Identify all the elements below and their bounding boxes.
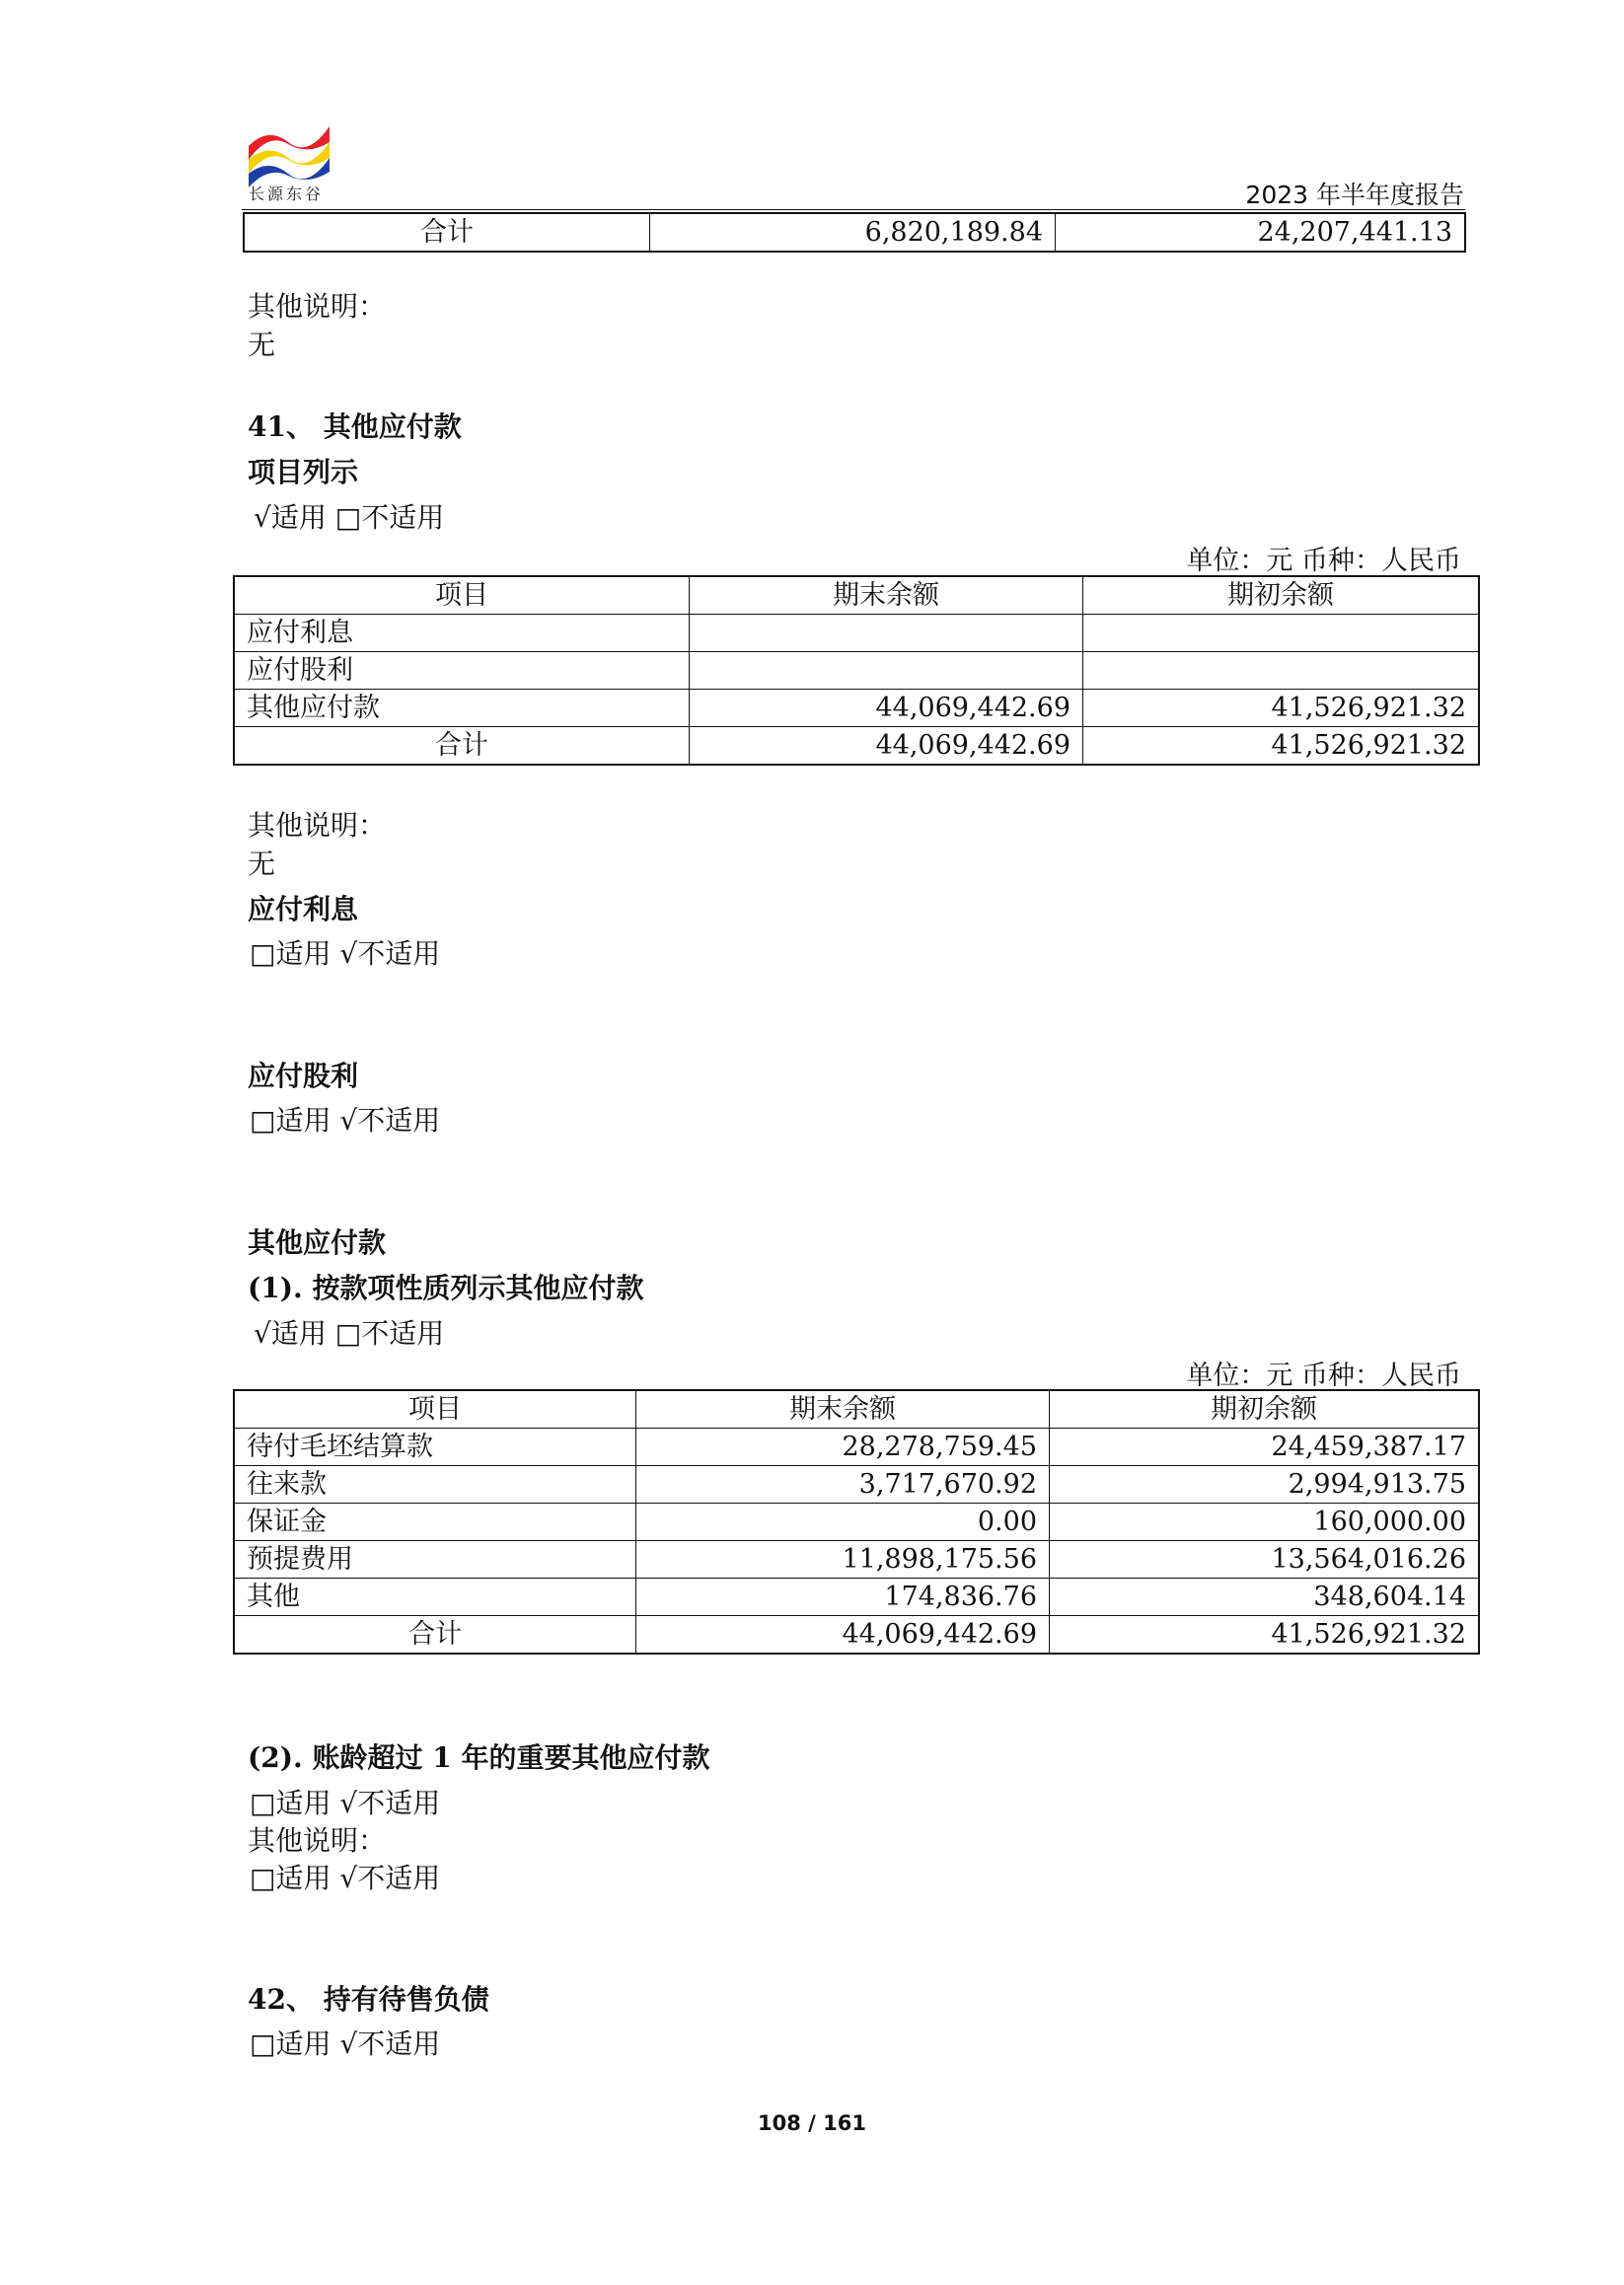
other-payables-sub2-note-label: 其他说明：	[248, 1824, 387, 1857]
row-end: 0.00	[636, 1504, 1050, 1541]
section-41-table	[233, 575, 1480, 766]
total-end: 44,069,442.69	[636, 1616, 1050, 1655]
table-row	[234, 1466, 1479, 1504]
row-item: 应付股利	[234, 652, 690, 690]
row-item: 预提费用	[234, 1541, 636, 1579]
other-payables-sub2-applicability: □适用 √不适用	[250, 1787, 441, 1819]
dividend-title: 应付股利	[248, 1060, 359, 1092]
table-header-row	[234, 576, 1479, 615]
row-item: 保证金	[234, 1504, 636, 1541]
table-row	[234, 1504, 1479, 1541]
dividend-applicability: □适用 √不适用	[250, 1104, 441, 1137]
table-row	[234, 690, 1479, 727]
other-note-value: 无	[248, 848, 276, 880]
row-item: 待付毛坯结算款	[234, 1429, 636, 1466]
row-item: 其他	[234, 1579, 636, 1616]
logo-text: 长源东谷	[249, 184, 325, 203]
header-begin: 期初余额	[1050, 1390, 1480, 1429]
header-item: 项目	[234, 1390, 636, 1429]
row-end: 28,278,759.45	[636, 1429, 1050, 1466]
header-begin: 期初余额	[1083, 576, 1480, 615]
row-begin	[1083, 615, 1480, 652]
section-42-applicability: □适用 √不适用	[250, 2027, 441, 2060]
row-begin: 160,000.00	[1050, 1504, 1480, 1541]
total-end: 6,820,189.84	[650, 213, 1056, 252]
total-end: 44,069,442.69	[690, 727, 1083, 766]
header-end: 期末余额	[690, 576, 1083, 615]
row-end: 3,717,670.92	[636, 1466, 1050, 1504]
interest-title: 应付利息	[248, 893, 359, 925]
table-row	[234, 1541, 1479, 1579]
row-end	[690, 615, 1083, 652]
section-41-title: 41、 其他应付款	[248, 410, 462, 443]
interest-applicability: □适用 √不适用	[250, 937, 441, 970]
section-41-applicability: √适用 □不适用	[254, 501, 445, 534]
other-payables-unit: 单位：元 币种：人民币	[1186, 1361, 1461, 1391]
other-payables-table	[233, 1389, 1480, 1655]
row-begin: 24,459,387.17	[1050, 1429, 1480, 1466]
row-begin: 2,994,913.75	[1050, 1466, 1480, 1504]
total-item: 合计	[234, 727, 690, 766]
table-row	[234, 652, 1479, 690]
row-end	[690, 652, 1083, 690]
total-item: 合计	[234, 1616, 636, 1655]
report-title: 2023 年半年度报告	[1245, 181, 1464, 209]
page-number: 108 / 161	[758, 2111, 866, 2135]
table-total-row	[234, 727, 1479, 766]
other-payables-sub2: (2). 账龄超过 1 年的重要其他应付款	[248, 1741, 710, 1774]
other-note-label: 其他说明：	[248, 809, 387, 842]
row-end: 44,069,442.69	[690, 690, 1083, 727]
row-begin: 348,604.14	[1050, 1579, 1480, 1616]
row-begin	[1083, 652, 1480, 690]
other-payables-sub2-note-applicability: □适用 √不适用	[250, 1862, 441, 1894]
total-label: 合计	[244, 213, 650, 252]
row-begin: 41,526,921.32	[1083, 690, 1480, 727]
other-payables-title: 其他应付款	[248, 1226, 387, 1259]
section-41-unit: 单位：元 币种：人民币	[1186, 546, 1461, 576]
section-41-subtitle: 项目列示	[248, 456, 359, 488]
table-row	[234, 615, 1479, 652]
continued-table	[243, 212, 1466, 253]
row-end: 174,836.76	[636, 1579, 1050, 1616]
table-row	[244, 213, 1465, 252]
other-note-label: 其他说明：	[248, 290, 387, 323]
header-rule	[242, 209, 1465, 210]
total-begin: 41,526,921.32	[1083, 727, 1480, 766]
row-begin: 13,564,016.26	[1050, 1541, 1480, 1579]
table-row	[234, 1429, 1479, 1466]
row-item: 其他应付款	[234, 690, 690, 727]
other-payables-applicability: √适用 □不适用	[254, 1317, 445, 1350]
row-item: 往来款	[234, 1466, 636, 1504]
table-header-row	[234, 1390, 1479, 1429]
table-total-row	[234, 1616, 1479, 1655]
header-item: 项目	[234, 576, 690, 615]
other-note-value: 无	[248, 329, 276, 361]
section-42-title: 42、 持有待售负债	[248, 1983, 489, 2016]
other-payables-sub1: (1). 按款项性质列示其他应付款	[248, 1272, 644, 1304]
total-begin: 24,207,441.13	[1056, 213, 1466, 252]
table-row	[234, 1579, 1479, 1616]
total-begin: 41,526,921.32	[1050, 1616, 1480, 1655]
row-end: 11,898,175.56	[636, 1541, 1050, 1579]
header-end: 期末余额	[636, 1390, 1050, 1429]
row-item: 应付利息	[234, 615, 690, 652]
